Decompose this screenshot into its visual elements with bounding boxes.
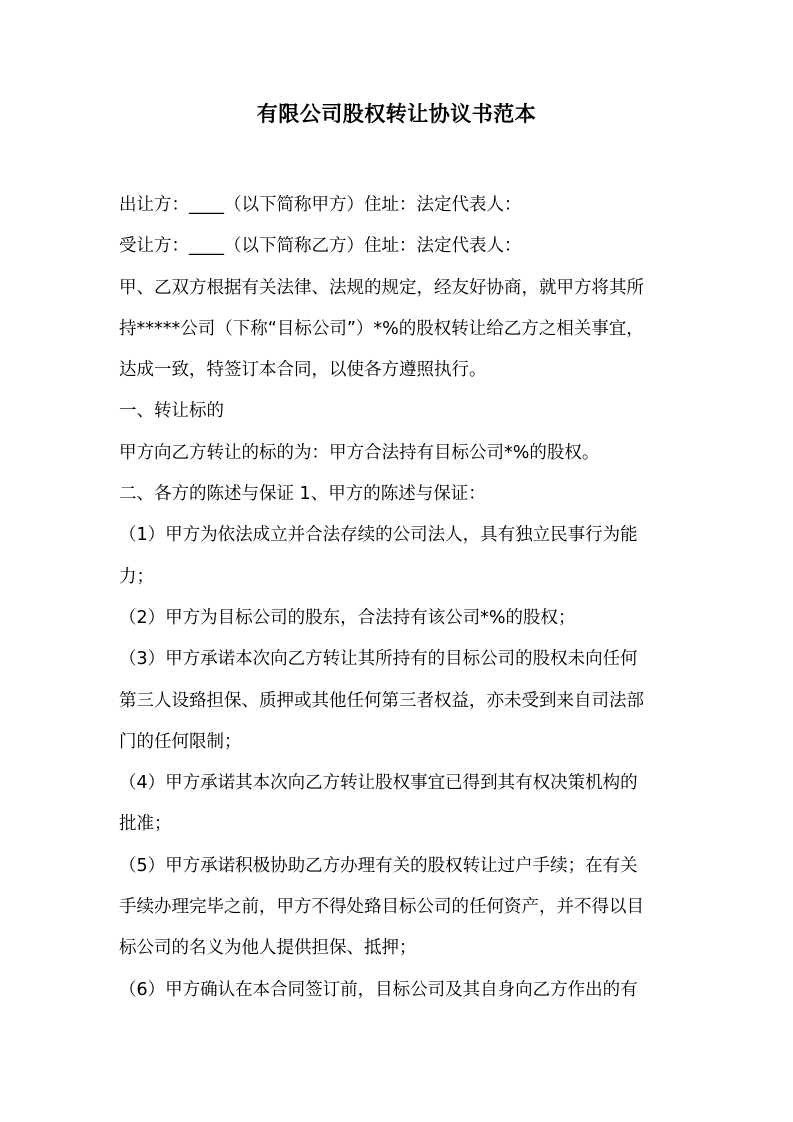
text-line: 持*****公司（下称“目标公司”）*%的股权转让给乙方之相关事宜，	[119, 318, 644, 339]
text-line: 甲、乙双方根据有关法律、法规的规定，经友好协商，就甲方将其所	[119, 277, 644, 298]
text-line: 甲方向乙方转让的标的为：甲方合法持有目标公司*%的股权。	[119, 442, 600, 463]
text-line: 受让方：____（以下简称乙方）住址：法定代表人：	[119, 236, 522, 257]
document-body	[119, 185, 677, 1011]
text-line: （6）甲方确认在本合同签订前，目标公司及其自身向乙方作出的有	[119, 979, 638, 1000]
text-line: 批准；	[119, 814, 172, 835]
section-heading: 二、各方的陈述与保证 1、甲方的陈述与保证：	[119, 484, 486, 505]
text-line: （1）甲方为依法成立并合法存续的公司法人，具有独立民事行为能	[119, 525, 638, 546]
section-heading: 一、转让标的	[119, 401, 224, 422]
text-line: 出让方：____（以下简称甲方）住址：法定代表人：	[119, 195, 522, 215]
text-line: 门的任何限制；	[119, 731, 242, 752]
text-line: （4）甲方承诺其本次向乙方转让股权事宜已得到其有权决策机构的	[119, 773, 638, 794]
text-line: （5）甲方承诺积极协助乙方办理有关的股权转让过户手续；在有关	[119, 855, 638, 876]
text-line: （2）甲方为目标公司的股东，合法持有该公司*%的股权；	[119, 607, 576, 628]
text-line: （3）甲方承诺本次向乙方转让其所持有的目标公司的股权未向任何	[119, 649, 638, 670]
document-title: 有限公司股权转让协议书范本	[256, 102, 537, 126]
text-line: 标公司的名义为他人提供担保、抵押；	[119, 938, 417, 959]
text-line: 达成一致，特签订本合同，以使各方遵照执行。	[119, 360, 487, 381]
text-line: 力；	[119, 566, 154, 587]
text-line: 手续办理完毕之前，甲方不得处臵目标公司的任何资产，并不得以目	[119, 897, 644, 918]
text-line: 第三人设臵担保、质押或其他任何第三者权益，亦未受到来自司法部	[119, 690, 644, 711]
